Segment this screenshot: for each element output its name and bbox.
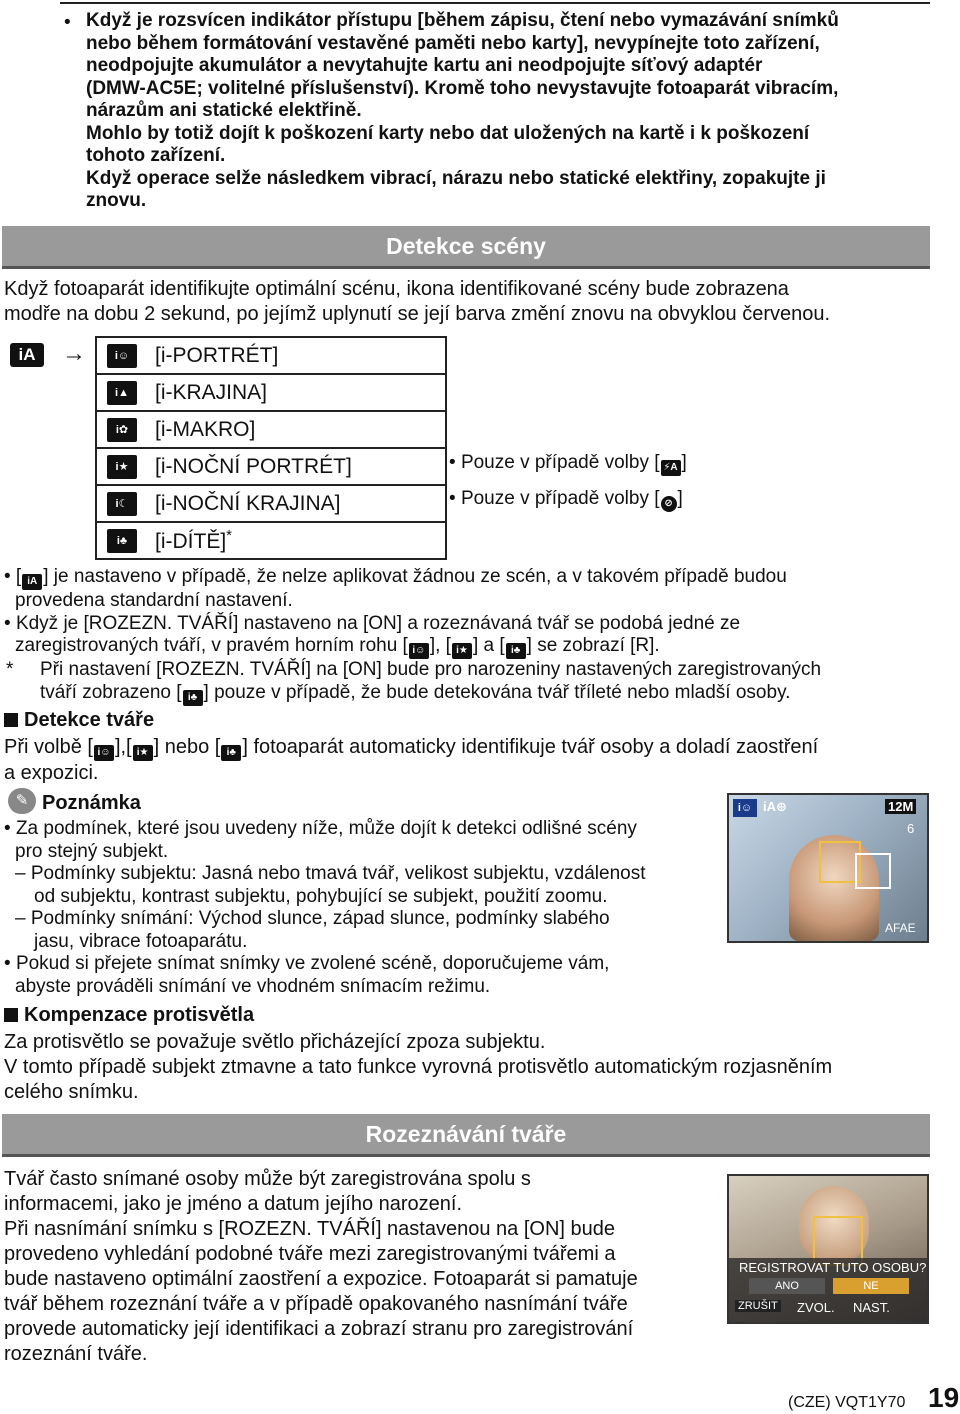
face-recognition-text: Tvář často snímané osoby může být zaregistrována spolu s informacemi, jako je jméno a datum jejího narození. Při nasnímání snímku s [ROZEZN. TVÁŘÍ] nastavenou na [ON] bude provedeno vyhledání podobné tváře mezi zaregistrovanými tvářemi a bude nastaveno optimální zaostření a expozice. Fotoaparát si pamatuje tvář během rozeznání tváře a v případě opakovaného nasnímání tváře provede automaticky její identifikaci a zobrazí stranu pro zaregistrování rozeznání tváře.	[4, 1168, 638, 1365]
i-baby-icon: i♣	[183, 690, 203, 706]
heading-backlight: Kompenzace protisvětla	[4, 1004, 254, 1027]
i-portrait-icon: i☺	[409, 643, 429, 659]
note-night-portrait: • Pouze v případě volby [ ⚡A ]	[449, 452, 687, 476]
no-button[interactable]: NE	[833, 1278, 909, 1294]
register-question: REGISTROVAT TUTO OSOBU?	[739, 1260, 927, 1275]
scene-list	[95, 336, 447, 560]
document-code: (CZE) VQT1Y70	[788, 1394, 906, 1411]
top-warning: Když je rozsvícen indikátor přístupu [během zápisu, čtení nebo vymazávání snímků nebo během formátování vestavěné paměti nebo karty], nevypínejte toto zařízení, neodpojujte akumulátor a nevytahujte kartu ani neodpojujte síťový adaptér (DMW-AC5E; volitelné příslušenství). Kromě toho nevystavujte fotoaparát vibracím, nárazům ani statické elektřině. Mohlo by totiž dojít k poškození karty nebo dat uložených na kartě i k poškození tohoto zařízení. Když operace selže následkem vibrací, nárazu nebo statické elektřiny, zopakujte ji znovu.	[86, 10, 839, 211]
i-portrait-icon: i☺	[94, 745, 114, 761]
note-night-scenery: • Pouze v případě volby [ ⊘ ]	[449, 488, 683, 512]
yes-button[interactable]: ANO	[749, 1278, 825, 1294]
bullet-item: • [ iA ] je nastaveno v případě, že nelze aplikovat žádnou ze scén, a v takovém případě budou	[4, 566, 944, 590]
note-heading: Poznámka	[42, 792, 141, 814]
i-night-portrait-icon: i★	[452, 643, 472, 659]
top-rule	[60, 2, 930, 4]
camera-screen-register-face	[727, 1174, 929, 1324]
backlight-text: Za protisvětlo se považuje světlo přicházející zpoza subjektu. V tomto případě subjekt ztmavne a tato funkce vyrovná protisvětlo automatickým rozjasněním celého snímku.	[4, 1031, 833, 1103]
scene-intro: Když fotoaparát identifikujte optimální scénu, ikona identifikované scény bude zobrazena modře na dobu 2 sekund, po jejímž uplynutí se její barva změní znovu na obvyklou červenou.	[4, 278, 831, 325]
face-frame	[855, 853, 891, 889]
flash-auto-icon: ⚡A	[661, 460, 681, 476]
square-bullet-icon	[4, 1008, 18, 1022]
i-baby-icon: i♣	[107, 529, 137, 553]
scene-row	[97, 449, 445, 486]
scene-row	[97, 486, 445, 523]
select-hint: ZVOL.	[797, 1300, 835, 1315]
scene-label: [i-DÍTĚ]*	[155, 527, 233, 553]
i-portrait-icon: i☺	[733, 799, 757, 817]
i-night-portrait-icon: i★	[133, 745, 153, 761]
bullet-item: • Když je [ROZEZN. TVÁŘÍ] nastaveno na [ON] a rozeznávaná tvář se podobá jedné ze	[4, 612, 741, 634]
note-list: • Za podmínek, které jsou uvedeny níže, může dojít k detekci odlišné scény pro stejný subjekt. – Podmínky subjektu: Jasná nebo tmavá tvář, velikost subjektu, vzdálenost od subjektu, kontrast subjektu, pohybující se subjekt, použití zoomu. – Podmínky snímání: Východ slunce, západ slunce, podmínky slabého jasu, vibrace fotoaparátu. • Pokud si přejete snímat snímky ve zvolené scéně, doporučujeme vám, abyste prováděli snímání ve vhodném snímacím režimu.	[4, 818, 646, 997]
scene-label: [i-KRAJINA]	[155, 380, 268, 404]
i-night-scenery-icon: i☾	[107, 492, 137, 516]
face-detection-text: Při volbě [ i☺ ],[ i★ ] nebo [ i♣ ] fotoaparát automaticky identifikuje tvář osoby a doladí zaostření a expozici.	[4, 736, 819, 784]
flash-off-icon: ⊘	[661, 496, 677, 512]
i-scenery-icon: i▲	[107, 381, 137, 405]
scene-label: [i-NOČNÍ PORTRÉT]	[155, 454, 352, 478]
square-bullet-icon	[4, 713, 18, 727]
note-pencil-icon: ✎	[8, 788, 36, 814]
footnote-mark: *	[226, 527, 233, 544]
i-baby-icon: i♣	[221, 745, 241, 761]
section-title-scene-detection: Detekce scény	[2, 226, 930, 269]
shots-remaining: 6	[907, 821, 915, 836]
scene-row	[97, 412, 445, 449]
set-hint: NAST.	[853, 1300, 890, 1315]
i-night-portrait-icon: i★	[107, 455, 137, 479]
scene-label: [i-PORTRÉT]	[155, 343, 279, 367]
page-number: 19	[928, 1382, 960, 1413]
i-portrait-icon: i☺	[107, 344, 137, 368]
resolution-badge: 12M	[885, 799, 916, 814]
scene-row	[97, 375, 445, 412]
i-baby-icon: i♣	[506, 643, 526, 659]
scene-label: [i-MAKRO]	[155, 417, 256, 441]
scene-bullets: • [ iA ] je nastaveno v případě, že nelze aplikovat žádnou ze scén, a v takovém případě budou provedena standardní nastavení. • Když je [ROZEZN. TVÁŘÍ] nastaveno na [ON] a rozeznávaná tvář se podobá jedné ze zaregistrovaných tváří, v pravém horním rohu [ i☺ ], [ i★ ] a [ i♣ ] se zobrazí [R]. * Při nastavení [ROZEZN. TVÁŘÍ] na [ON] bude pro narozeniny nastavených zaregistrovaných tváří zobrazeno [ i♣ ] pouze v případě, že bude detekována tvář tříleté nebo mladší osoby.	[4, 566, 944, 706]
footnote-mark: *	[6, 659, 14, 680]
scene-row	[97, 523, 445, 558]
scene-row	[97, 338, 445, 375]
cancel-button[interactable]: ZRUŠIT	[735, 1300, 781, 1312]
afae-indicator: AFAE	[885, 921, 916, 935]
section-title-face-recognition: Rozeznávání tváře	[2, 1114, 930, 1157]
bullet-dot: •	[64, 12, 71, 33]
i-macro-icon: i✿	[107, 418, 137, 442]
ia-icon: iA	[22, 574, 42, 590]
ia-icon: iA	[10, 343, 44, 367]
flash-indicator: iA⊕	[763, 799, 787, 814]
scene-label: [i-NOČNÍ KRAJINA]	[155, 491, 341, 515]
camera-screen-face-detection	[727, 793, 929, 943]
arrow-icon: →	[62, 340, 86, 367]
heading-face-detection: Detekce tváře	[4, 709, 154, 732]
